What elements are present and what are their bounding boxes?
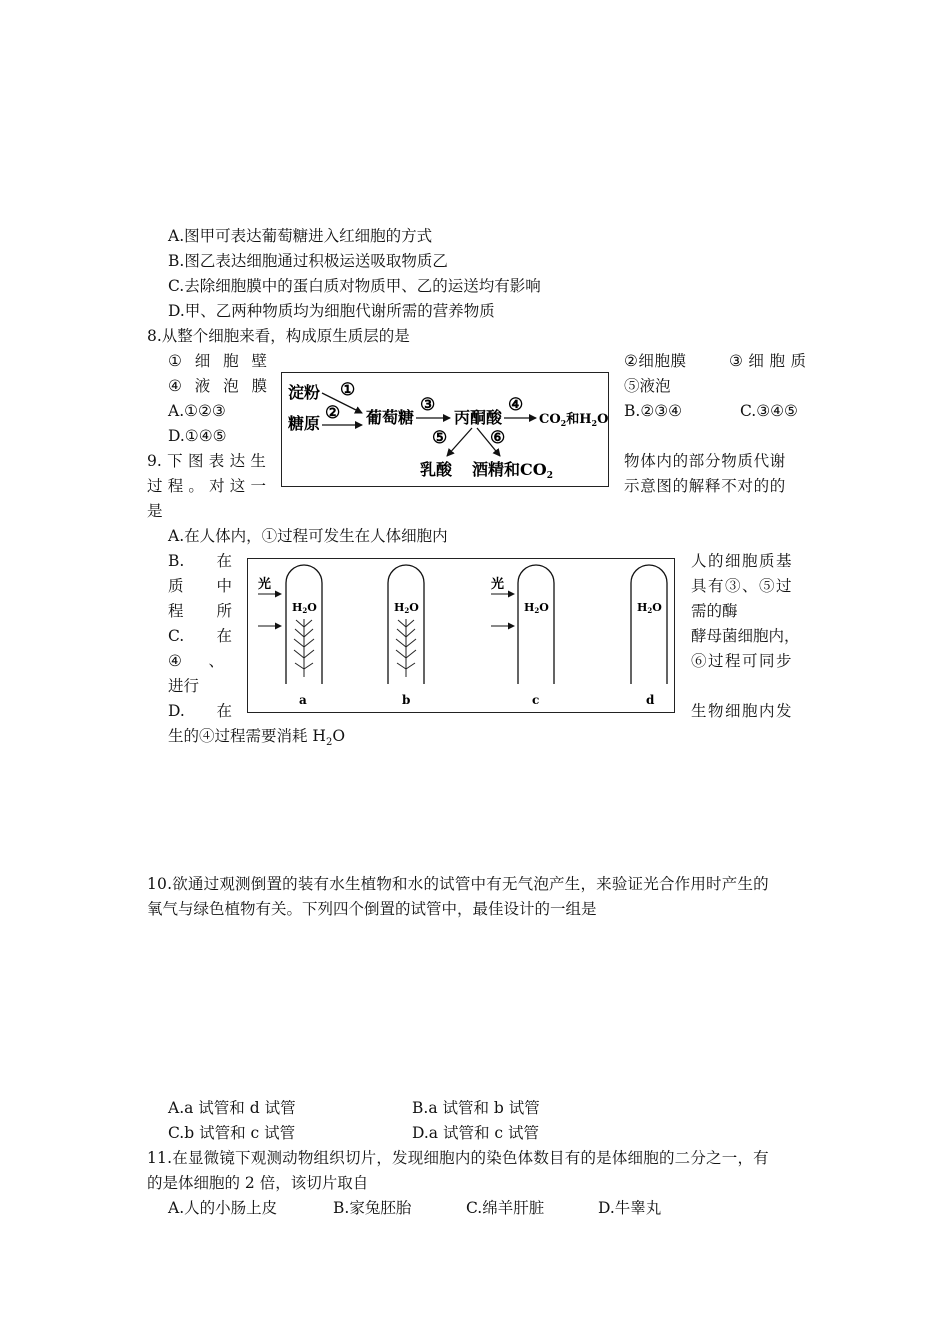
q11-line1: 11.在显微镜下观测动物组织切片，发现细胞内的染色体数目有的是体细胞的二分之一，有: [147, 1149, 769, 1167]
q8-item-1: ① 细 胞 壁: [168, 352, 267, 370]
plant-a: [294, 619, 314, 677]
q9-option-d2: 生的④过程需要消耗 $H_2O$: [168, 727, 346, 749]
light-label-c: 光: [491, 577, 505, 592]
q9-option-c2-left: ④ 、: [168, 652, 224, 670]
water-label-c: H2O: [524, 601, 549, 615]
alcohol-co2-label: 酒精和CO2: [472, 460, 553, 481]
q8-option-d: D.①④⑤: [168, 427, 227, 445]
step-2-marker: ②: [325, 403, 341, 423]
q10-option-b: B.a 试管和 b 试管: [412, 1099, 540, 1117]
water-label-d: H2O: [637, 601, 662, 615]
glucose-label: 葡萄糖: [366, 408, 415, 427]
q8-option-a: A.①②③: [168, 402, 226, 420]
q9-option-c3: 进行: [168, 677, 200, 695]
lactic-acid-label: 乳酸: [420, 460, 453, 479]
tube-c: [491, 565, 554, 707]
q9-option-b-right: 人的细胞质基: [691, 552, 794, 570]
plant-b: [396, 619, 416, 677]
q7-option-c: C.去除细胞膜中的蛋白质对物质甲、乙的运送均有影响: [168, 277, 541, 295]
tube-b: [388, 565, 424, 707]
pyruvate-label: 丙酮酸: [454, 408, 503, 427]
co2-h2o-label: $CO_2$和$H_2O$: [539, 412, 608, 428]
test-tubes-diagram: [247, 558, 675, 713]
q10-option-a: A.a 试管和 d 试管: [168, 1099, 296, 1117]
glycogen-label: 糖原: [288, 414, 321, 433]
q10-line1: 10.欲通过观测倒置的装有水生植物和水的试管中有无气泡产生，来验证光合作用时产生的: [147, 875, 769, 893]
metabolism-diagram: [281, 372, 609, 487]
q10-option-c: C.b 试管和 c 试管: [168, 1124, 296, 1142]
arrow-pyruvate-lactic: [447, 428, 472, 456]
tube-label-d: d: [646, 693, 655, 707]
q11-option-d: D.牛睾丸: [598, 1199, 662, 1217]
q9-option-c2-right: ⑥过程可同步: [691, 652, 794, 670]
tube-a: [258, 565, 322, 707]
q8-stem: 8.从整个细胞来看，构成原生质层的是: [147, 327, 410, 345]
tube-label-b: b: [402, 693, 411, 707]
q11-line2: 的是体细胞的 2 倍，该切片取自: [147, 1174, 369, 1192]
q8-item-4: ④ 液 泡 膜: [168, 377, 267, 395]
tube-label-a: a: [299, 693, 307, 707]
step-6-marker: ⑥: [490, 428, 506, 448]
q9-option-b2-left: 质 中: [168, 577, 232, 595]
water-label-a: H2O: [292, 601, 317, 615]
q8-item-5: ⑤液泡: [624, 377, 671, 395]
q9-option-c-left: C. 在: [168, 627, 232, 645]
q8-option-b: B.②③④: [624, 402, 683, 420]
q7-option-d: D.甲、乙两种物质均为细胞代谢所需的营养物质: [168, 302, 495, 320]
q9-option-b-left: B. 在: [168, 552, 232, 570]
step-1-marker: ①: [340, 380, 356, 400]
q10-line2: 氧气与绿色植物有关。下列四个倒置的试管中，最佳设计的一组是: [147, 900, 597, 918]
q11-option-b: B.家兔胚胎: [333, 1199, 412, 1217]
step-5-marker: ⑤: [432, 428, 448, 448]
tube-label-c: c: [532, 693, 540, 707]
step-4-marker: ④: [508, 395, 524, 415]
q7-option-b: B.图乙表达细胞通过积极运送吸取物质乙: [168, 252, 448, 270]
q9-line2-left: 过 程 。 对 这 一: [147, 477, 266, 495]
q9-option-d-right: 生物细胞内发: [691, 702, 794, 720]
tube-d: [631, 565, 667, 707]
q10-option-d: D.a 试管和 c 试管: [412, 1124, 540, 1142]
step-3-marker: ③: [420, 395, 436, 415]
q9-option-b3-right: 需的酶: [691, 602, 738, 620]
q9-line2-right: 示意图的解释不对的的: [624, 477, 787, 495]
q11-option-c: C.绵羊肝脏: [466, 1199, 545, 1217]
q9-option-a: A.在人体内，①过程可发生在人体细胞内: [168, 527, 448, 545]
q11-option-a: A.人的小肠上皮: [168, 1199, 278, 1217]
q9-line3: 是: [147, 502, 163, 520]
starch-label: 淀粉: [288, 383, 321, 402]
q9-option-b3-left: 程 所: [168, 602, 232, 620]
light-label-a: 光: [258, 577, 272, 592]
q9-stem-left: 9. 下 图 表 达 生: [147, 452, 266, 470]
q9-option-b2-right: 具有③、⑤过: [691, 577, 794, 595]
q7-option-a: A.图甲可表达葡萄糖进入红细胞的方式: [168, 227, 433, 245]
q9-option-d-left: D. 在: [168, 702, 232, 720]
q9-option-c-right: 酵母菌细胞内，: [691, 627, 800, 645]
q8-item-2: ② 细 胞 膜: [624, 352, 686, 370]
water-label-b: H2O: [394, 601, 419, 615]
q8-option-c: C.③④⑤: [740, 402, 798, 420]
q9-stem-right: 物体内的部分物质代谢: [624, 452, 787, 470]
q8-item-3: ③ 细 胞 质: [729, 352, 806, 370]
